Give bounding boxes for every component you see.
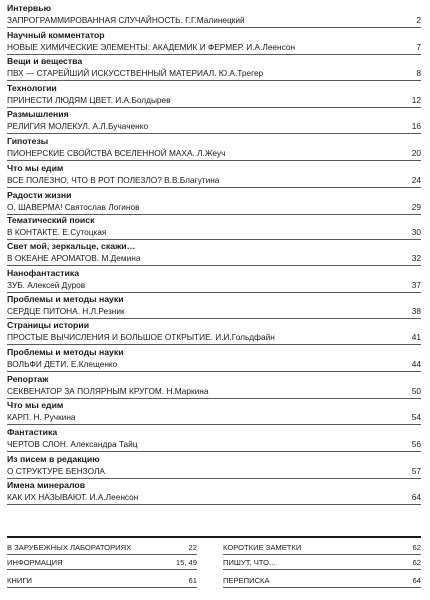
rubric-heading: Что мы едим (7, 163, 64, 173)
page-number: 38 (411, 306, 421, 316)
article-title-row (7, 202, 421, 215)
footer-item-page: 22 (188, 543, 197, 552)
footer-item-page: 15, 49 (175, 558, 197, 567)
article-title: ЗАПРОГРАММИРОВАННАЯ СЛУЧАЙНОСТЬ. Г.Г.Малинецкий (7, 15, 245, 25)
article-title: ПВХ — СТАРЕЙШИЙ ИСКУССТВЕННЫЙ МАТЕРИАЛ. Ю.А.Трегер (7, 68, 264, 78)
footer-item (223, 557, 421, 570)
article-title: ВОЛЬФИ ДЕТИ. Е.Клещенко (7, 359, 118, 369)
page-number: 64 (411, 492, 421, 502)
rubric-heading: Фантастика (7, 427, 58, 437)
footer-item-label: КНИГИ (7, 576, 32, 585)
rubric-heading: Из писем в редакцию (7, 454, 100, 464)
page-number: 37 (411, 280, 421, 290)
page-number: 56 (411, 439, 421, 449)
article-title-row (7, 386, 421, 399)
article-title: КАРП. Н. Ручкина (7, 412, 76, 422)
article-title-row (7, 492, 421, 505)
page-number: 50 (411, 386, 421, 396)
rubric-heading: Тематический поиск (7, 215, 95, 225)
footer-item (7, 542, 197, 555)
article-title-row (7, 148, 421, 161)
article-title: ПИОНЕРСКИЕ СВОЙСТВА ВСЕЛЕННОЙ МАХА. Л.Жеуч (7, 148, 226, 158)
article-title-row (7, 227, 421, 240)
rubric-heading: Проблемы и методы науки (7, 294, 124, 304)
article-title-row (7, 359, 421, 372)
article-title-row (7, 332, 421, 345)
article-title-row (7, 280, 421, 293)
footer-item-page: 64 (412, 576, 421, 585)
page-number: 54 (411, 412, 421, 422)
rubric-heading: Интервью (7, 3, 51, 13)
page-number: 8 (416, 68, 421, 78)
article-title-row (7, 95, 421, 108)
article-title: КАК ИХ НАЗЫВАЮТ. И.А.Леенсон (7, 492, 139, 502)
footer-item-label: КОРОТКИЕ ЗАМЕТКИ (223, 543, 302, 552)
article-title-row (7, 306, 421, 319)
footer-item (7, 557, 197, 570)
footer-item-page: 61 (188, 576, 197, 585)
article-title: ПРИНЕСТИ ЛЮДЯМ ЦВЕТ. И.А.Болдырев (7, 95, 171, 105)
article-title-row (7, 121, 421, 134)
footer-item-page: 62 (412, 543, 421, 552)
footer-item-label: В ЗАРУБЕЖНЫХ ЛАБОРАТОРИЯХ (7, 543, 132, 552)
page-number: 30 (411, 227, 421, 237)
footer-item-label: ИНФОРМАЦИЯ (7, 558, 63, 567)
article-title: ПРОСТЫЕ ВЫЧИСЛЕНИЯ И БОЛЬШОЕ ОТКРЫТИЕ. И.И.Гольдфайн (7, 332, 275, 342)
page-number: 24 (411, 175, 421, 185)
rubric-heading: Свет мой, зеркальце, скажи… (7, 241, 136, 251)
footer-item (7, 575, 197, 588)
article-title: РЕЛИГИЯ МОЛЕКУЛ. А.Л.Бучаченко (7, 121, 149, 131)
article-title-row (7, 15, 421, 28)
article-title-row (7, 466, 421, 479)
rubric-heading: Вещи и вещества (7, 56, 83, 66)
page-number: 41 (411, 332, 421, 342)
article-title: О СТРУКТУРЕ БЕНЗОЛА (7, 466, 105, 476)
article-title-row (7, 253, 421, 266)
footer-item-label: ПИШУТ, ЧТО... (223, 558, 276, 567)
page-number: 16 (411, 121, 421, 131)
article-title-row (7, 439, 421, 452)
article-title-row (7, 68, 421, 81)
footer-item (223, 575, 421, 588)
article-title: О, ШАВЕРМА! Святослав Логинов (7, 202, 140, 212)
article-title: В ОКЕАНЕ АРОМАТОВ. М.Демина (7, 253, 141, 263)
article-title: СЕРДЦЕ ПИТОНА. Н.Л.Резник (7, 306, 125, 316)
article-title: СЕКВЕНАТОР ЗА ПОЛЯРНЫМ КРУГОМ. Н.Маркина (7, 386, 209, 396)
article-title: ЗУБ. Алексей Дуров (7, 280, 86, 290)
page-number: 44 (411, 359, 421, 369)
page-number: 2 (416, 15, 421, 25)
article-title: НОВЫЕ ХИМИЧЕСКИЕ ЭЛЕМЕНТЫ: АКАДЕМИК И ФЕРМЕР. И.А.Леенсон (7, 42, 296, 52)
footer-item-label: ПЕРЕПИСКА (223, 576, 270, 585)
footer-item-page: 62 (412, 558, 421, 567)
page-number: 7 (416, 42, 421, 52)
rubric-heading: Технологии (7, 83, 57, 93)
article-title-row (7, 42, 421, 55)
page-number: 12 (411, 95, 421, 105)
rubric-heading: Гипотезы (7, 136, 49, 146)
rubric-heading: Страницы истории (7, 320, 90, 330)
rubric-heading: Размышления (7, 109, 69, 119)
article-title-row (7, 412, 421, 425)
rubric-heading: Научный комментатор (7, 30, 105, 40)
page-number: 57 (411, 466, 421, 476)
article-title-row (7, 175, 421, 188)
rubric-heading: Радости жизни (7, 190, 72, 200)
page-number: 20 (411, 148, 421, 158)
rubric-heading: Нанофантастика (7, 268, 80, 278)
article-title: ЧЕРТОВ СЛОН. Александра Тайц (7, 439, 138, 449)
rubric-heading: Имена минералов (7, 480, 86, 490)
footer-item (223, 542, 421, 555)
article-title: В КОНТАКТЕ. Е.Сутоцкая (7, 227, 107, 237)
footer-separator (7, 536, 421, 538)
rubric-heading: Проблемы и методы науки (7, 347, 124, 357)
rubric-heading: Что мы едим (7, 400, 64, 410)
article-title: ВСЕ ПОЛЕЗНО, ЧТО В РОТ ПОЛЕЗЛО? В.В.Благутина (7, 175, 220, 185)
page-number: 32 (411, 253, 421, 263)
rubric-heading: Репортаж (7, 374, 49, 384)
page-number: 29 (411, 202, 421, 212)
